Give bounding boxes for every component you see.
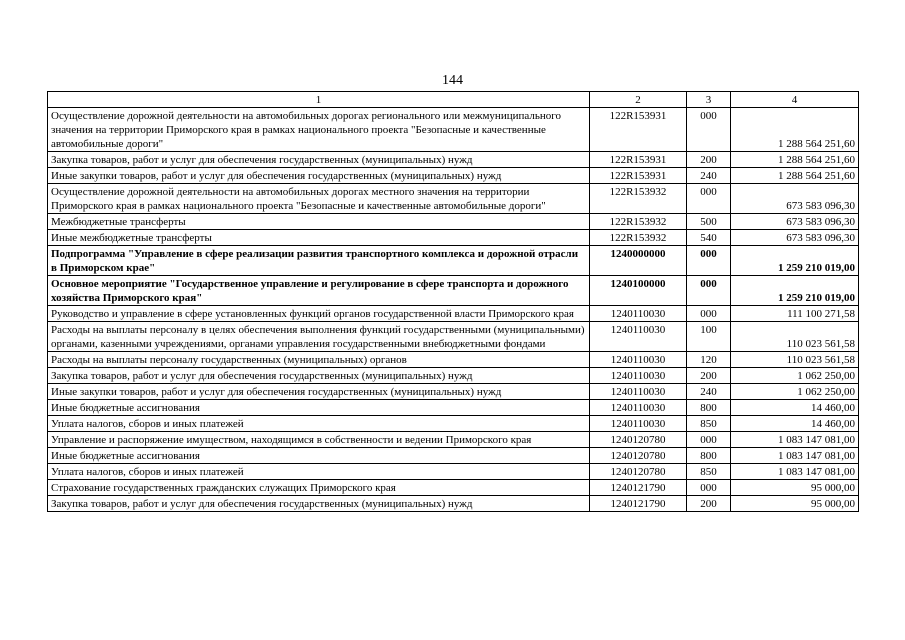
row-amount-cell: 14 460,00	[731, 416, 859, 432]
table-row	[48, 384, 859, 400]
row-type-cell: 240	[687, 384, 731, 400]
row-name-cell: Расходы на выплаты персоналу в целях обеспечения выполнения функций государственными (муниципальными) органами, казенными учреждениями, органами управления государственными внебюджетными фондами	[48, 322, 590, 352]
row-code-cell: 1240110030	[590, 384, 687, 400]
row-amount-cell: 1 259 210 019,00	[731, 246, 859, 276]
row-type-cell: 000	[687, 276, 731, 306]
row-name-cell: Уплата налогов, сборов и иных платежей	[48, 464, 590, 480]
row-type-cell: 000	[687, 246, 731, 276]
row-name-cell: Иные бюджетные ассигнования	[48, 448, 590, 464]
row-code-cell: 1240110030	[590, 416, 687, 432]
row-amount-cell: 1 288 564 251,60	[731, 108, 859, 152]
row-type-cell: 800	[687, 400, 731, 416]
row-type-cell: 000	[687, 108, 731, 152]
row-amount-cell: 673 583 096,30	[731, 214, 859, 230]
row-amount-cell: 1 288 564 251,60	[731, 168, 859, 184]
row-amount-cell: 110 023 561,58	[731, 352, 859, 368]
row-type-cell: 500	[687, 214, 731, 230]
row-code-cell: 1240000000	[590, 246, 687, 276]
page-number: 144	[442, 73, 463, 88]
row-name-cell: Уплата налогов, сборов и иных платежей	[48, 416, 590, 432]
row-amount-cell: 1 062 250,00	[731, 384, 859, 400]
column-header-amount: 4	[731, 92, 859, 108]
row-code-cell: 1240120780	[590, 432, 687, 448]
row-code-cell: 122R153931	[590, 152, 687, 168]
row-name-cell: Иные закупки товаров, работ и услуг для обеспечения государственных (муниципальных) нужд	[48, 384, 590, 400]
row-code-cell: 122R153932	[590, 230, 687, 246]
row-type-cell: 200	[687, 368, 731, 384]
row-amount-cell: 110 023 561,58	[731, 322, 859, 352]
row-name-cell: Страхование государственных гражданских служащих Приморского края	[48, 480, 590, 496]
row-code-cell: 1240100000	[590, 276, 687, 306]
row-code-cell: 1240121790	[590, 496, 687, 512]
row-amount-cell: 95 000,00	[731, 496, 859, 512]
row-name-cell: Иные межбюджетные трансферты	[48, 230, 590, 246]
table-row	[48, 368, 859, 384]
row-name-cell: Закупка товаров, работ и услуг для обеспечения государственных (муниципальных) нужд	[48, 152, 590, 168]
row-name-cell: Закупка товаров, работ и услуг для обеспечения государственных (муниципальных) нужд	[48, 368, 590, 384]
row-type-cell: 850	[687, 416, 731, 432]
row-code-cell: 1240110030	[590, 400, 687, 416]
row-type-cell: 240	[687, 168, 731, 184]
table-row	[48, 416, 859, 432]
row-name-cell: Подпрограмма "Управление в сфере реализации развития транспортного комплекса и дорожной отрасли в Приморском крае"	[48, 246, 590, 276]
row-amount-cell: 111 100 271,58	[731, 306, 859, 322]
row-name-cell: Закупка товаров, работ и услуг для обеспечения государственных (муниципальных) нужд	[48, 496, 590, 512]
row-amount-cell: 14 460,00	[731, 400, 859, 416]
table-row	[48, 108, 859, 152]
row-amount-cell: 1 062 250,00	[731, 368, 859, 384]
table-row	[48, 246, 859, 276]
row-type-cell: 000	[687, 306, 731, 322]
row-name-cell: Руководство и управление в сфере установленных функций органов государственной власти Приморского края	[48, 306, 590, 322]
row-name-cell: Осуществление дорожной деятельности на автомобильных дорогах местного значения на территории Приморского края в рамках национального проекта "Безопасные и качественные автомобильные дороги"	[48, 184, 590, 214]
row-type-cell: 850	[687, 464, 731, 480]
row-code-cell: 1240110030	[590, 322, 687, 352]
row-name-cell: Основное мероприятие "Государственное управление и регулирование в сфере транспорта и дорожного хозяйства Приморского края"	[48, 276, 590, 306]
table-row	[48, 400, 859, 416]
row-amount-cell: 1 083 147 081,00	[731, 464, 859, 480]
row-type-cell: 200	[687, 152, 731, 168]
row-amount-cell: 1 083 147 081,00	[731, 448, 859, 464]
row-type-cell: 000	[687, 184, 731, 214]
row-code-cell: 1240110030	[590, 352, 687, 368]
table-row	[48, 276, 859, 306]
table-row	[48, 496, 859, 512]
row-type-cell: 540	[687, 230, 731, 246]
row-amount-cell: 673 583 096,30	[731, 184, 859, 214]
table-row	[48, 322, 859, 352]
table-row	[48, 184, 859, 214]
table-row	[48, 230, 859, 246]
row-type-cell: 000	[687, 480, 731, 496]
row-type-cell: 100	[687, 322, 731, 352]
row-type-cell: 120	[687, 352, 731, 368]
budget-table	[47, 91, 859, 512]
row-code-cell: 122R153932	[590, 214, 687, 230]
table-row	[48, 480, 859, 496]
row-name-cell: Иные закупки товаров, работ и услуг для обеспечения государственных (муниципальных) нужд	[48, 168, 590, 184]
table-row	[48, 352, 859, 368]
row-code-cell: 122R153931	[590, 168, 687, 184]
row-amount-cell: 1 259 210 019,00	[731, 276, 859, 306]
row-code-cell: 1240110030	[590, 306, 687, 322]
table-row	[48, 214, 859, 230]
row-code-cell: 122R153932	[590, 184, 687, 214]
table-row	[48, 432, 859, 448]
row-name-cell: Иные бюджетные ассигнования	[48, 400, 590, 416]
column-header-type: 3	[687, 92, 731, 108]
row-amount-cell: 1 083 147 081,00	[731, 432, 859, 448]
table-row	[48, 152, 859, 168]
table-row	[48, 448, 859, 464]
column-header-code: 2	[590, 92, 687, 108]
row-code-cell: 1240120780	[590, 448, 687, 464]
row-name-cell: Расходы на выплаты персоналу государственных (муниципальных) органов	[48, 352, 590, 368]
row-type-cell: 000	[687, 432, 731, 448]
table-row	[48, 168, 859, 184]
row-name-cell: Управление и распоряжение имуществом, находящимся в собственности и ведении Приморского края	[48, 432, 590, 448]
row-name-cell: Осуществление дорожной деятельности на автомобильных дорогах регионального или межмуниципального значения на территории Приморского края в рамках национального проекта "Безопасные и качественные автомобильные дороги"	[48, 108, 590, 152]
row-code-cell: 1240110030	[590, 368, 687, 384]
table-row	[48, 464, 859, 480]
row-code-cell: 1240120780	[590, 464, 687, 480]
column-header-name: 1	[48, 92, 590, 108]
row-code-cell: 122R153931	[590, 108, 687, 152]
row-name-cell: Межбюджетные трансферты	[48, 214, 590, 230]
table-header-row	[48, 92, 859, 108]
row-type-cell: 800	[687, 448, 731, 464]
table-row	[48, 306, 859, 322]
row-amount-cell: 95 000,00	[731, 480, 859, 496]
row-amount-cell: 673 583 096,30	[731, 230, 859, 246]
row-code-cell: 1240121790	[590, 480, 687, 496]
row-type-cell: 200	[687, 496, 731, 512]
row-amount-cell: 1 288 564 251,60	[731, 152, 859, 168]
